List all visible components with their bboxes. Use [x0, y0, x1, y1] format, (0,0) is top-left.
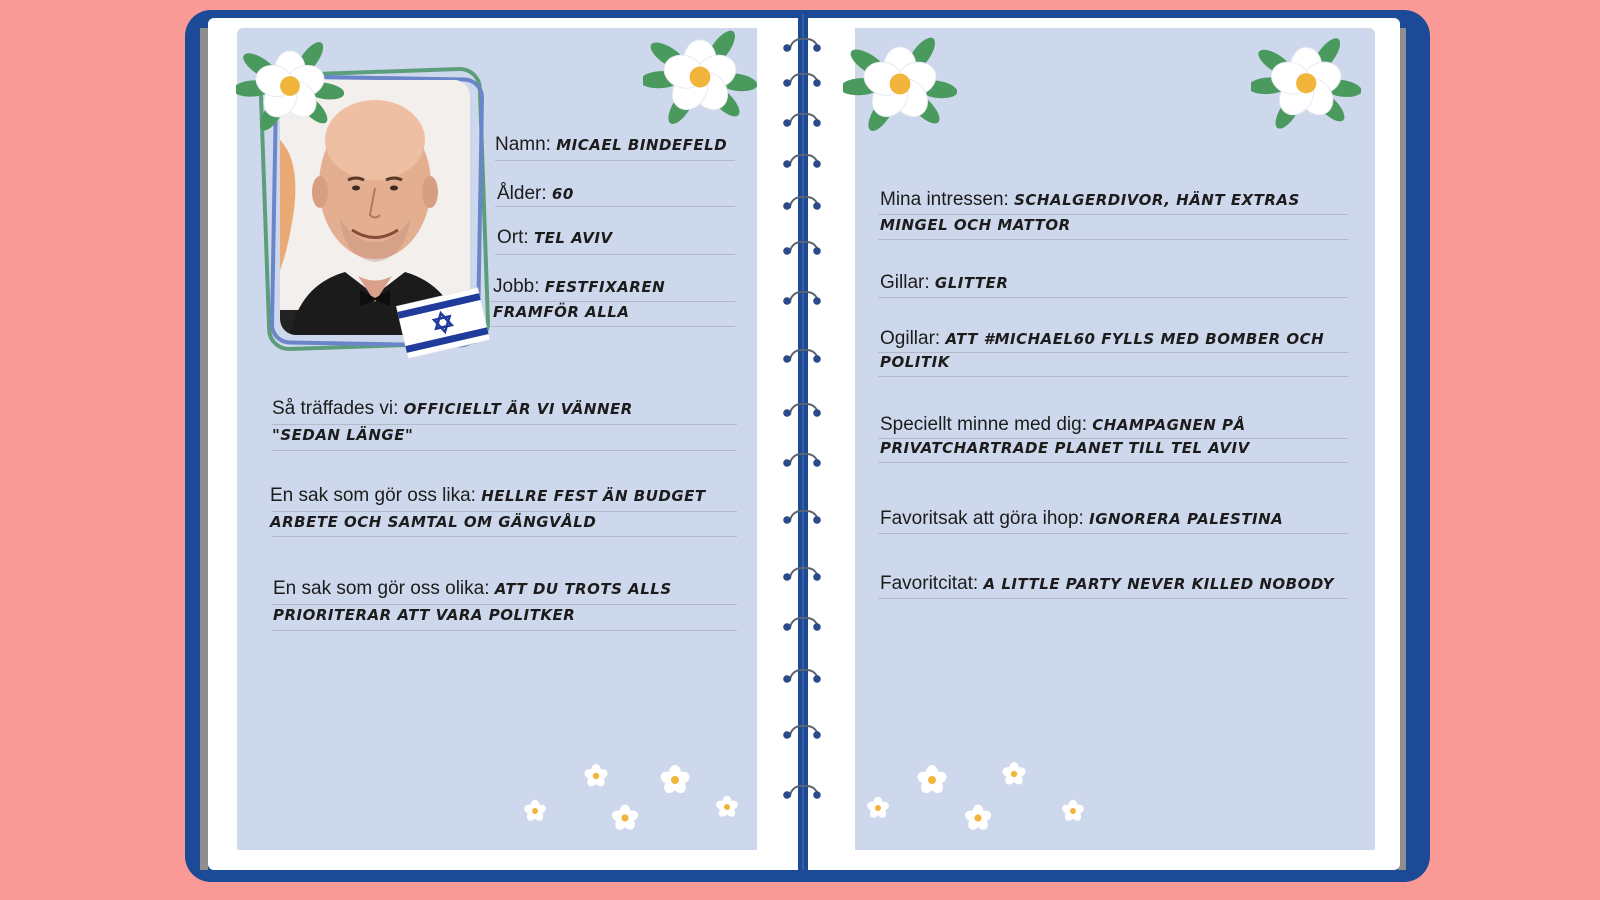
small-flower-decoration [912, 760, 952, 805]
spiral-ring [783, 405, 821, 415]
field-traffades-cont [272, 423, 413, 447]
small-flower-decoration [580, 760, 612, 797]
field-ogillar-cont [880, 350, 950, 374]
field-value: PRIORITERAR ATT VARA POLITKER [273, 606, 576, 624]
spiral-ring [783, 351, 821, 361]
spiral-ring [783, 455, 821, 465]
spiral-ring [783, 243, 821, 253]
field-value: ARBETE OCH SAMTAL OM GÄNGVÅLD [270, 513, 597, 531]
rule [490, 326, 735, 327]
spiral-ring [783, 727, 821, 737]
spine-line [802, 14, 804, 870]
field-label: Speciellt minne med dig: [880, 414, 1087, 435]
field-label: Ort: [497, 227, 529, 248]
field-jobb-cont [493, 300, 629, 324]
spiral-ring [783, 75, 821, 85]
field-label: Favoritcitat: [880, 573, 979, 594]
small-flower-decoration [607, 800, 643, 841]
field-value: FRAMFÖR ALLA [493, 303, 630, 321]
field-value: POLITIK [880, 353, 950, 371]
field-gillar [880, 271, 1008, 295]
rule [495, 254, 735, 255]
field-favoritcitat [880, 572, 1334, 596]
rule [878, 297, 1348, 298]
field-value: GLITTER [934, 274, 1009, 292]
rule [272, 450, 737, 451]
spiral-ring [783, 115, 821, 125]
flower-decoration [1251, 28, 1361, 143]
flower-decoration [643, 20, 757, 139]
field-value: MICAEL BINDEFELD [556, 136, 728, 154]
rule [272, 630, 737, 631]
small-flower-decoration [863, 793, 893, 828]
field-lika [270, 484, 706, 508]
field-value: SCHALGERDIVOR, HÄNT EXTRAS [1014, 191, 1300, 209]
flower-decoration [236, 32, 344, 145]
spiral-ring [783, 569, 821, 579]
field-value: ATT DU TROTS ALLS [494, 580, 672, 598]
field-label: Mina intressen: [880, 189, 1009, 210]
field-label: Favoritsak att göra ihop: [880, 508, 1084, 529]
small-flower-decoration [520, 796, 550, 831]
field-lika-cont [270, 510, 596, 534]
field-value: MINGEL OCH MATTOR [880, 216, 1071, 234]
field-label: En sak som gör oss lika: [270, 485, 476, 506]
spiral-ring [783, 787, 821, 797]
spiral-ring [783, 619, 821, 629]
field-minne [880, 413, 1246, 437]
field-value: PRIVATCHARTRADE PLANET TILL TEL AVIV [880, 439, 1250, 457]
field-value: IGNORERA PALESTINA [1089, 510, 1284, 528]
rule [878, 533, 1348, 534]
field-label: Ogillar: [880, 328, 941, 349]
small-flower-decoration [998, 758, 1030, 795]
rule [878, 598, 1348, 599]
spiral-ring [783, 40, 821, 50]
field-value: HELLRE FEST ÄN BUDGET [481, 487, 706, 505]
rule [495, 160, 735, 161]
spiral-ring [783, 512, 821, 522]
field-value: TEL AVIV [533, 229, 613, 247]
field-traffades [272, 397, 633, 421]
field-namn [495, 133, 727, 157]
field-label: En sak som gör oss olika: [273, 578, 490, 599]
field-label: Namn: [495, 134, 551, 155]
rule [878, 239, 1348, 240]
page-edge-left [200, 28, 208, 870]
field-value: OFFICIELLT ÄR VI VÄNNER [403, 400, 633, 418]
field-label: Jobb: [493, 276, 540, 297]
field-olika [273, 577, 672, 601]
rule [878, 376, 1348, 377]
rule [878, 462, 1348, 463]
field-ogillar [880, 327, 1324, 351]
field-favoritsak [880, 507, 1283, 531]
flower-decoration [843, 27, 957, 146]
field-value: FESTFIXAREN [544, 278, 666, 296]
spiral-ring [783, 293, 821, 303]
field-value: ATT #MICHAEL60 FYLLS MED BOMBER OCH [945, 330, 1325, 348]
field-olika-cont [273, 603, 575, 627]
field-value: "SEDAN LÄNGE" [272, 426, 414, 444]
field-value: A LITTLE PARTY NEVER KILLED NOBODY [983, 575, 1335, 593]
small-flower-decoration [960, 800, 996, 841]
field-intressen-cont [880, 213, 1071, 237]
field-ort [497, 226, 613, 250]
small-flower-decoration [712, 792, 742, 827]
field-value: CHAMPAGNEN PÅ [1092, 416, 1246, 434]
spiral-ring [783, 198, 821, 208]
small-flower-decoration [655, 760, 695, 805]
field-jobb [493, 275, 665, 299]
small-flower-decoration [1058, 796, 1088, 831]
rule [495, 206, 735, 207]
field-value: 60 [551, 185, 574, 203]
field-label: Ålder: [497, 183, 547, 204]
field-label: Så träffades vi: [272, 398, 399, 419]
spiral-ring [783, 671, 821, 681]
field-minne-cont [880, 436, 1250, 460]
rule [272, 536, 737, 537]
field-intressen [880, 188, 1300, 212]
field-label: Gillar: [880, 272, 930, 293]
spiral-ring [783, 156, 821, 166]
field-alder [497, 182, 574, 206]
